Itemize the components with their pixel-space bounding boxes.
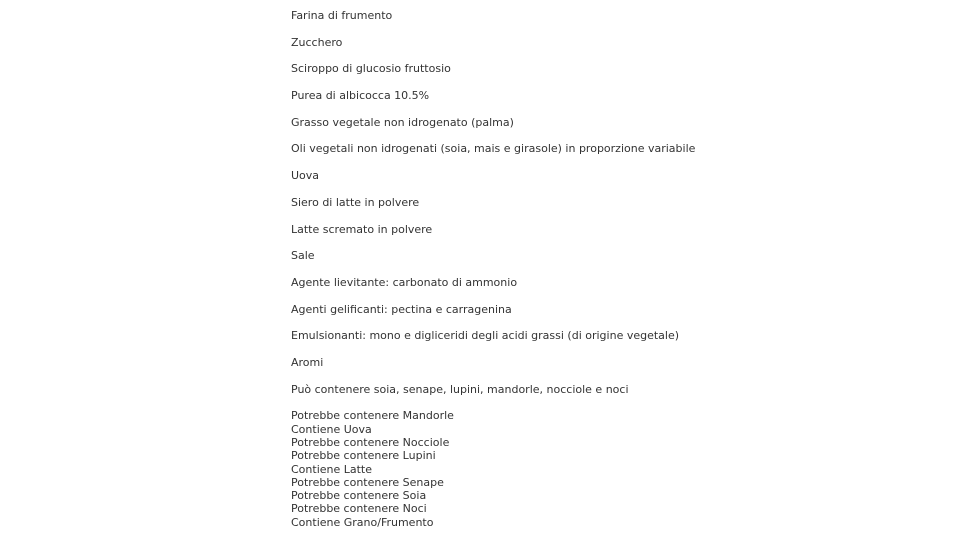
ingredient-item: Agenti gelificanti: pectina e carragenina bbox=[291, 302, 512, 316]
allergen-item: Potrebbe contenere Lupini bbox=[291, 449, 436, 463]
allergen-list bbox=[291, 409, 891, 529]
ingredient-item: Sciroppo di glucosio fruttosio bbox=[291, 62, 451, 76]
ingredient-item: Agente lievitante: carbonato di ammonio bbox=[291, 275, 518, 289]
ingredient-item: Uova bbox=[291, 169, 320, 183]
ingredient-item: Emulsionanti: mono e digliceridi degli acidi grassi (di origine vegetale) bbox=[291, 329, 680, 343]
allergen-item: Potrebbe contenere Nocciole bbox=[291, 435, 450, 449]
ingredient-item: Purea di albicocca 10.5% bbox=[291, 89, 430, 103]
allergen-item: Potrebbe contenere Soia bbox=[291, 489, 427, 503]
allergen-item: Potrebbe contenere Senape bbox=[291, 475, 444, 489]
ingredient-item: Grasso vegetale non idrogenato (palma) bbox=[291, 115, 514, 129]
ingredient-item: Aromi bbox=[291, 355, 324, 369]
allergen-item: Contiene Grano/Frumento bbox=[291, 515, 434, 529]
allergen-item: Potrebbe contenere Mandorle bbox=[291, 409, 454, 423]
ingredient-item: Oli vegetali non idrogenati (soia, mais e girasole) in proporzione variabile bbox=[291, 142, 696, 156]
ingredient-list bbox=[291, 9, 891, 397]
ingredient-item: Farina di frumento bbox=[291, 9, 393, 22]
ingredient-item: Latte scremato in polvere bbox=[291, 222, 433, 236]
allergen-item: Contiene Latte bbox=[291, 462, 373, 476]
ingredients-panel bbox=[291, 9, 891, 529]
allergen-item: Potrebbe contenere Noci bbox=[291, 502, 427, 516]
ingredient-item: Zucchero bbox=[291, 35, 343, 49]
allergen-item: Contiene Uova bbox=[291, 422, 372, 436]
ingredient-item: Siero di latte in polvere bbox=[291, 195, 420, 209]
ingredient-item: Può contenere soia, senape, lupini, mandorle, nocciole e noci bbox=[291, 382, 629, 396]
ingredient-item: Sale bbox=[291, 249, 315, 263]
